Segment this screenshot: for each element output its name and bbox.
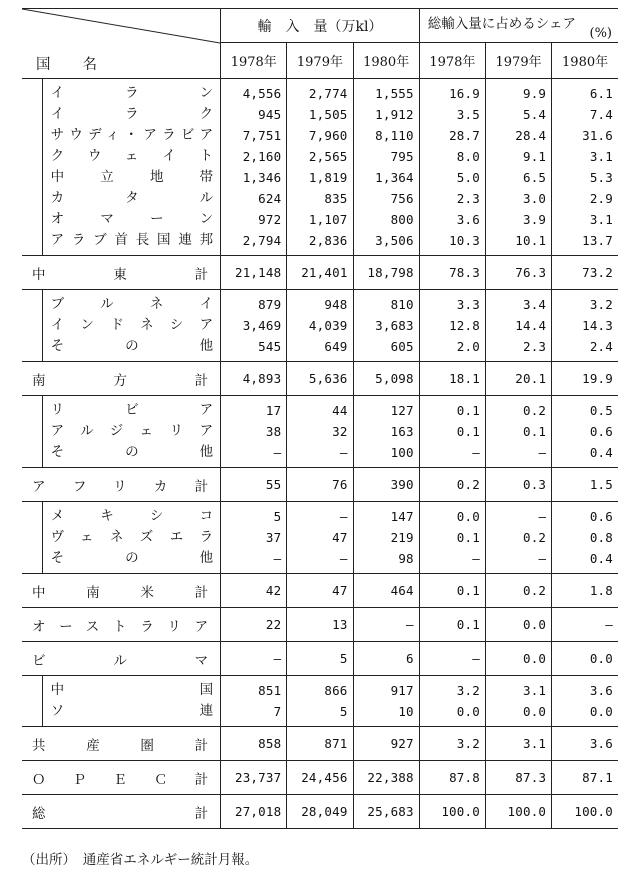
value-cell: 3.1: [552, 209, 618, 230]
subtotal-row: [22, 468, 618, 502]
table-row: [22, 230, 618, 256]
value-cell: 28.7: [419, 125, 485, 146]
value-cell: 3.5: [419, 104, 485, 125]
indent-cell: [22, 701, 42, 727]
value-cell: 3.1: [485, 727, 551, 761]
share-header-cell: [419, 9, 618, 43]
value-cell: 47: [287, 574, 353, 608]
value-cell: 87.1: [552, 761, 618, 795]
value-cell: 624: [221, 188, 287, 209]
value-cell: 9.1: [485, 146, 551, 167]
value-cell: —: [221, 642, 287, 676]
value-cell: 5,636: [287, 362, 353, 396]
value-cell: 0.5: [552, 396, 618, 422]
value-cell: 1.8: [552, 574, 618, 608]
value-cell: 917: [353, 676, 419, 702]
value-cell: 5: [287, 642, 353, 676]
value-cell: 100: [353, 442, 419, 468]
value-cell: —: [485, 502, 551, 528]
country-name: ヴェネズエラ: [42, 527, 221, 548]
value-cell: —: [221, 442, 287, 468]
value-cell: 0.0: [552, 701, 618, 727]
value-cell: —: [287, 548, 353, 574]
indent-cell: [22, 125, 42, 146]
indent-cell: [22, 502, 42, 528]
value-cell: 0.1: [419, 608, 485, 642]
value-cell: 649: [287, 336, 353, 362]
value-cell: 25,683: [353, 795, 419, 829]
country-name-header: 国 名: [36, 57, 98, 73]
table-row: [22, 548, 618, 574]
value-cell: 3.3: [419, 290, 485, 316]
table-row: [22, 396, 618, 422]
value-cell: 87.8: [419, 761, 485, 795]
table-row: [22, 502, 618, 528]
value-cell: 0.3: [485, 468, 551, 502]
value-cell: 7: [221, 701, 287, 727]
value-cell: 948: [287, 290, 353, 316]
table-body: [22, 79, 618, 829]
value-cell: 8,110: [353, 125, 419, 146]
value-cell: 3.2: [419, 676, 485, 702]
subtotal-label: 中南米計: [22, 574, 221, 608]
table-row: [22, 527, 618, 548]
value-cell: —: [485, 442, 551, 468]
value-cell: 1,107: [287, 209, 353, 230]
value-cell: 100.0: [552, 795, 618, 829]
year-header: 1979年: [287, 43, 353, 79]
table-row: [22, 315, 618, 336]
value-cell: 3.1: [485, 676, 551, 702]
year-header: 1980年: [552, 43, 618, 79]
value-cell: 756: [353, 188, 419, 209]
value-cell: 972: [221, 209, 287, 230]
table-row: [22, 209, 618, 230]
value-cell: 32: [287, 421, 353, 442]
value-cell: 7.4: [552, 104, 618, 125]
table-row: [22, 442, 618, 468]
value-cell: 0.1: [419, 527, 485, 548]
country-name: ブルネイ: [42, 290, 221, 316]
indent-cell: [22, 104, 42, 125]
value-cell: 0.8: [552, 527, 618, 548]
value-cell: 100.0: [419, 795, 485, 829]
subtotal-label: 中東計: [22, 256, 221, 290]
share-header: 総輸入量に占めるシェア: [427, 16, 576, 32]
value-cell: 879: [221, 290, 287, 316]
subtotal-row: [22, 761, 618, 795]
value-cell: 1,819: [287, 167, 353, 188]
subtotal-label: オーストラリア: [22, 608, 221, 642]
value-cell: 5,098: [353, 362, 419, 396]
value-cell: 545: [221, 336, 287, 362]
value-cell: 866: [287, 676, 353, 702]
value-cell: 800: [353, 209, 419, 230]
table-row: [22, 146, 618, 167]
value-cell: —: [287, 502, 353, 528]
value-cell: 871: [287, 727, 353, 761]
country-header-cell: [22, 9, 221, 79]
value-cell: 21,148: [221, 256, 287, 290]
value-cell: 0.1: [419, 574, 485, 608]
value-cell: 3.0: [485, 188, 551, 209]
indent-cell: [22, 188, 42, 209]
value-cell: 3,469: [221, 315, 287, 336]
value-cell: 0.0: [419, 502, 485, 528]
value-cell: 2,160: [221, 146, 287, 167]
value-cell: —: [353, 608, 419, 642]
value-cell: 835: [287, 188, 353, 209]
value-cell: 0.0: [419, 701, 485, 727]
value-cell: 18.1: [419, 362, 485, 396]
table-row: [22, 701, 618, 727]
value-cell: 127: [353, 396, 419, 422]
source-note: （出所） 通産省エネルギー統計月報。: [22, 852, 259, 868]
value-cell: 44: [287, 396, 353, 422]
import-table-container: [22, 8, 618, 829]
value-cell: —: [552, 608, 618, 642]
value-cell: 22,388: [353, 761, 419, 795]
value-cell: 3,683: [353, 315, 419, 336]
country-name: サウディ・アラビア: [42, 125, 221, 146]
indent-cell: [22, 676, 42, 702]
value-cell: 390: [353, 468, 419, 502]
value-cell: 1,364: [353, 167, 419, 188]
subtotal-label: アフリカ計: [22, 468, 221, 502]
value-cell: 605: [353, 336, 419, 362]
country-name: アルジェリア: [42, 421, 221, 442]
indent-cell: [22, 421, 42, 442]
value-cell: 5: [287, 701, 353, 727]
value-cell: 38: [221, 421, 287, 442]
indent-cell: [22, 336, 42, 362]
value-cell: 1,912: [353, 104, 419, 125]
value-cell: 0.6: [552, 502, 618, 528]
value-cell: 7,751: [221, 125, 287, 146]
value-cell: 3.2: [552, 290, 618, 316]
value-cell: 55: [221, 468, 287, 502]
value-cell: 73.2: [552, 256, 618, 290]
value-cell: 5.0: [419, 167, 485, 188]
subtotal-row: [22, 362, 618, 396]
value-cell: 100.0: [485, 795, 551, 829]
value-cell: 0.1: [419, 396, 485, 422]
country-name: その他: [42, 336, 221, 362]
value-cell: 2,794: [221, 230, 287, 256]
indent-cell: [22, 290, 42, 316]
year-header: 1978年: [221, 43, 287, 79]
table-row: [22, 676, 618, 702]
value-cell: 8.0: [419, 146, 485, 167]
table-row: [22, 290, 618, 316]
value-cell: 5.4: [485, 104, 551, 125]
value-cell: 945: [221, 104, 287, 125]
country-name: イ ラ ン: [42, 79, 221, 105]
value-cell: —: [485, 548, 551, 574]
value-cell: 2,836: [287, 230, 353, 256]
value-cell: 2.3: [485, 336, 551, 362]
value-cell: 19.9: [552, 362, 618, 396]
value-cell: 6.5: [485, 167, 551, 188]
table-row: [22, 125, 618, 146]
value-cell: 31.6: [552, 125, 618, 146]
subtotal-label: ビルマ: [22, 642, 221, 676]
year-header: 1980年: [353, 43, 419, 79]
value-cell: —: [221, 548, 287, 574]
country-name: 中立地帯: [42, 167, 221, 188]
country-name: カタル: [42, 188, 221, 209]
value-cell: 3.6: [552, 676, 618, 702]
value-cell: 76: [287, 468, 353, 502]
value-cell: 24,456: [287, 761, 353, 795]
table-row: [22, 104, 618, 125]
value-cell: 858: [221, 727, 287, 761]
value-cell: 13: [287, 608, 353, 642]
value-cell: 5: [221, 502, 287, 528]
subtotal-label: 共産圏計: [22, 727, 221, 761]
value-cell: 78.3: [419, 256, 485, 290]
value-cell: 3.1: [552, 146, 618, 167]
value-cell: 810: [353, 290, 419, 316]
indent-cell: [22, 209, 42, 230]
value-cell: 3.2: [419, 727, 485, 761]
value-cell: 2.3: [419, 188, 485, 209]
value-cell: 13.7: [552, 230, 618, 256]
value-cell: 20.1: [485, 362, 551, 396]
value-cell: 0.2: [485, 574, 551, 608]
value-cell: 9.9: [485, 79, 551, 105]
value-cell: 98: [353, 548, 419, 574]
value-cell: 1,346: [221, 167, 287, 188]
value-cell: 87.3: [485, 761, 551, 795]
value-cell: 1.5: [552, 468, 618, 502]
indent-cell: [22, 79, 42, 105]
value-cell: 2.0: [419, 336, 485, 362]
value-cell: 7,960: [287, 125, 353, 146]
value-cell: 3.6: [552, 727, 618, 761]
value-cell: 1,555: [353, 79, 419, 105]
indent-cell: [22, 230, 42, 256]
import-volume-header: 輸 入 量（万kl）: [221, 9, 420, 43]
value-cell: 42: [221, 574, 287, 608]
country-name: ソ 連: [42, 701, 221, 727]
oil-import-table: [22, 8, 618, 829]
country-name: メキシコ: [42, 502, 221, 528]
table-row: [22, 188, 618, 209]
year-header: 1979年: [485, 43, 551, 79]
value-cell: 28,049: [287, 795, 353, 829]
country-name: 中 国: [42, 676, 221, 702]
share-unit: (%): [589, 26, 612, 41]
country-name: クウェイト: [42, 146, 221, 167]
value-cell: 163: [353, 421, 419, 442]
value-cell: 14.3: [552, 315, 618, 336]
indent-cell: [22, 167, 42, 188]
value-cell: —: [419, 442, 485, 468]
value-cell: 464: [353, 574, 419, 608]
value-cell: 14.4: [485, 315, 551, 336]
value-cell: 0.0: [485, 701, 551, 727]
value-cell: 0.0: [485, 608, 551, 642]
indent-cell: [22, 442, 42, 468]
value-cell: 795: [353, 146, 419, 167]
subtotal-row: [22, 574, 618, 608]
subtotal-label: 南方計: [22, 362, 221, 396]
value-cell: 3.4: [485, 290, 551, 316]
value-cell: 2,774: [287, 79, 353, 105]
value-cell: 927: [353, 727, 419, 761]
value-cell: 2.4: [552, 336, 618, 362]
value-cell: 147: [353, 502, 419, 528]
table-row: [22, 421, 618, 442]
value-cell: 6.1: [552, 79, 618, 105]
value-cell: 12.8: [419, 315, 485, 336]
value-cell: 27,018: [221, 795, 287, 829]
value-cell: 5.3: [552, 167, 618, 188]
value-cell: 0.4: [552, 548, 618, 574]
value-cell: 10.1: [485, 230, 551, 256]
value-cell: 10.3: [419, 230, 485, 256]
value-cell: 10: [353, 701, 419, 727]
subtotal-label: 総 計: [22, 795, 221, 829]
value-cell: 0.2: [485, 396, 551, 422]
value-cell: 21,401: [287, 256, 353, 290]
country-name: その他: [42, 548, 221, 574]
value-cell: 76.3: [485, 256, 551, 290]
value-cell: 3.6: [419, 209, 485, 230]
value-cell: 4,039: [287, 315, 353, 336]
value-cell: —: [287, 442, 353, 468]
table-row: [22, 336, 618, 362]
table-row: [22, 167, 618, 188]
country-name: リビア: [42, 396, 221, 422]
indent-cell: [22, 396, 42, 422]
indent-cell: [22, 315, 42, 336]
value-cell: 0.2: [485, 527, 551, 548]
subtotal-row: [22, 642, 618, 676]
value-cell: 219: [353, 527, 419, 548]
country-name: イ ラ ク: [42, 104, 221, 125]
value-cell: 0.1: [419, 421, 485, 442]
value-cell: 4,556: [221, 79, 287, 105]
value-cell: 4,893: [221, 362, 287, 396]
country-name: インドネシア: [42, 315, 221, 336]
country-name: オマーン: [42, 209, 221, 230]
year-header: 1978年: [419, 43, 485, 79]
subtotal-label: ＯＰＥＣ計: [22, 761, 221, 795]
value-cell: 18,798: [353, 256, 419, 290]
country-name: アラブ首長国連邦: [42, 230, 221, 256]
value-cell: 0.4: [552, 442, 618, 468]
value-cell: 0.2: [419, 468, 485, 502]
value-cell: 23,737: [221, 761, 287, 795]
value-cell: 0.1: [485, 421, 551, 442]
indent-cell: [22, 527, 42, 548]
value-cell: 37: [221, 527, 287, 548]
value-cell: 2,565: [287, 146, 353, 167]
subtotal-row: [22, 608, 618, 642]
value-cell: 1,505: [287, 104, 353, 125]
value-cell: 17: [221, 396, 287, 422]
table-row: [22, 79, 618, 105]
indent-cell: [22, 146, 42, 167]
value-cell: 0.0: [485, 642, 551, 676]
value-cell: —: [419, 548, 485, 574]
country-name: その他: [42, 442, 221, 468]
value-cell: 3,506: [353, 230, 419, 256]
subtotal-row: [22, 727, 618, 761]
value-cell: 16.9: [419, 79, 485, 105]
value-cell: 6: [353, 642, 419, 676]
value-cell: 47: [287, 527, 353, 548]
subtotal-row: [22, 256, 618, 290]
value-cell: 851: [221, 676, 287, 702]
value-cell: 28.4: [485, 125, 551, 146]
subtotal-row: [22, 795, 618, 829]
value-cell: 0.0: [552, 642, 618, 676]
value-cell: 0.6: [552, 421, 618, 442]
value-cell: 2.9: [552, 188, 618, 209]
indent-cell: [22, 548, 42, 574]
value-cell: 22: [221, 608, 287, 642]
value-cell: 3.9: [485, 209, 551, 230]
value-cell: —: [419, 642, 485, 676]
